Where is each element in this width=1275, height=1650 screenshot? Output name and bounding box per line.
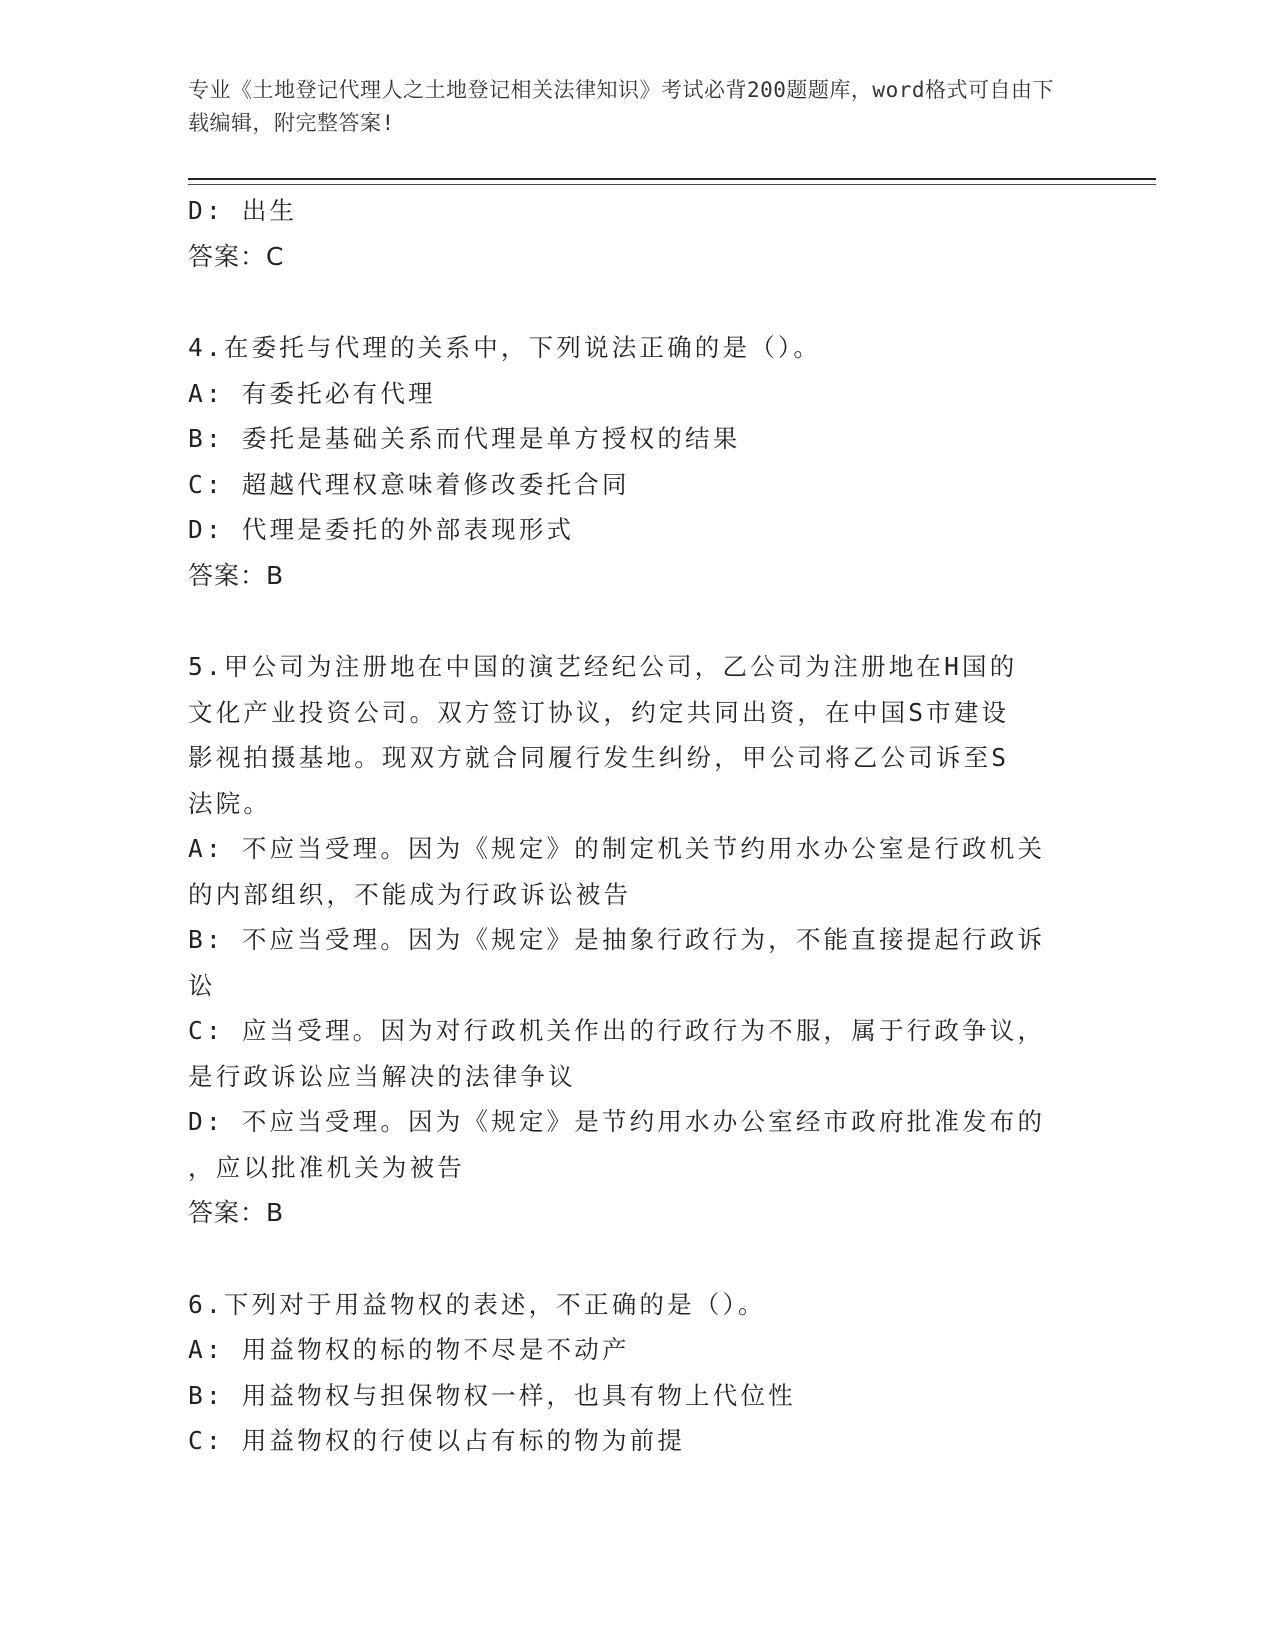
- option-d: D: 代理是委托的外部表现形式: [188, 515, 575, 544]
- previous-question-tail: [188, 188, 1088, 279]
- option-b: B: 用益物权与担保物权一样，也具有物上代位性: [188, 1380, 796, 1410]
- question-6: [188, 1282, 1088, 1464]
- option-a: A: 不应当受理。因为《规定》的制定机关节约用水办公室是行政机关: [188, 834, 1046, 863]
- header-divider-thin: [188, 184, 1156, 185]
- option-c-continued: 是行政诉讼应当解决的法律争议: [188, 1061, 576, 1091]
- option-c: C: 用益物权的行使以占有标的物为前提: [188, 1426, 686, 1455]
- question-stem-line: 影视拍摄基地。现双方就合同履行发生纠纷，甲公司将乙公司诉至S: [188, 743, 1010, 772]
- question-5: [188, 644, 1088, 1236]
- option-a: A: 有委托必有代理: [188, 378, 436, 408]
- option-b-continued: 讼: [188, 970, 216, 1000]
- document-title: 专业《土地登记代理人之土地登记相关法律知识》考试必背200题题库，word格式可自由下载编辑，附完整答案!: [188, 78, 1054, 135]
- question-stem-line: 文化产业投资公司。双方签订协议，约定共同出资，在中国S市建设: [188, 697, 1010, 727]
- option-d: D: 不应当受理。因为《规定》是节约用水办公室经市政府批准发布的: [188, 1107, 1046, 1136]
- option-c: C: 超越代理权意味着修改委托合同: [188, 469, 630, 499]
- question-stem-line: 法院。: [188, 788, 272, 818]
- option-a-continued: 的内部组织，不能成为行政诉讼被告: [188, 879, 632, 909]
- question-4: [188, 325, 1088, 598]
- answer-line: 答案：B: [188, 1198, 285, 1227]
- answer-line: 答案：C: [188, 241, 285, 271]
- question-stem: 6.下列对于用益物权的表述，不正确的是（）。: [188, 1289, 766, 1319]
- option-b: B: 委托是基础关系而代理是单方授权的结果: [188, 424, 741, 453]
- question-stem: 4.在委托与代理的关系中，下列说法正确的是（）。: [188, 333, 822, 362]
- option-d-continued: ，应以批准机关为被告: [188, 1152, 465, 1182]
- question-stem-line: 5.甲公司为注册地在中国的演艺经纪公司，乙公司为注册地在H国的: [188, 652, 1018, 681]
- option-a: A: 用益物权的标的物不尽是不动产: [188, 1335, 630, 1364]
- option-d: D: 出生: [188, 196, 298, 225]
- question-content: [188, 188, 1088, 1464]
- document-header: [188, 74, 1068, 140]
- header-divider-thick: [188, 178, 1156, 180]
- spacer: [188, 279, 1088, 325]
- option-b: B: 不应当受理。因为《规定》是抽象行政行为，不能直接提起行政诉: [188, 925, 1046, 954]
- answer-line: 答案：B: [188, 560, 285, 590]
- spacer: [188, 598, 1088, 644]
- spacer: [188, 1236, 1088, 1282]
- option-c: C: 应当受理。因为对行政机关作出的行政行为不服，属于行政争议，: [188, 1016, 1046, 1045]
